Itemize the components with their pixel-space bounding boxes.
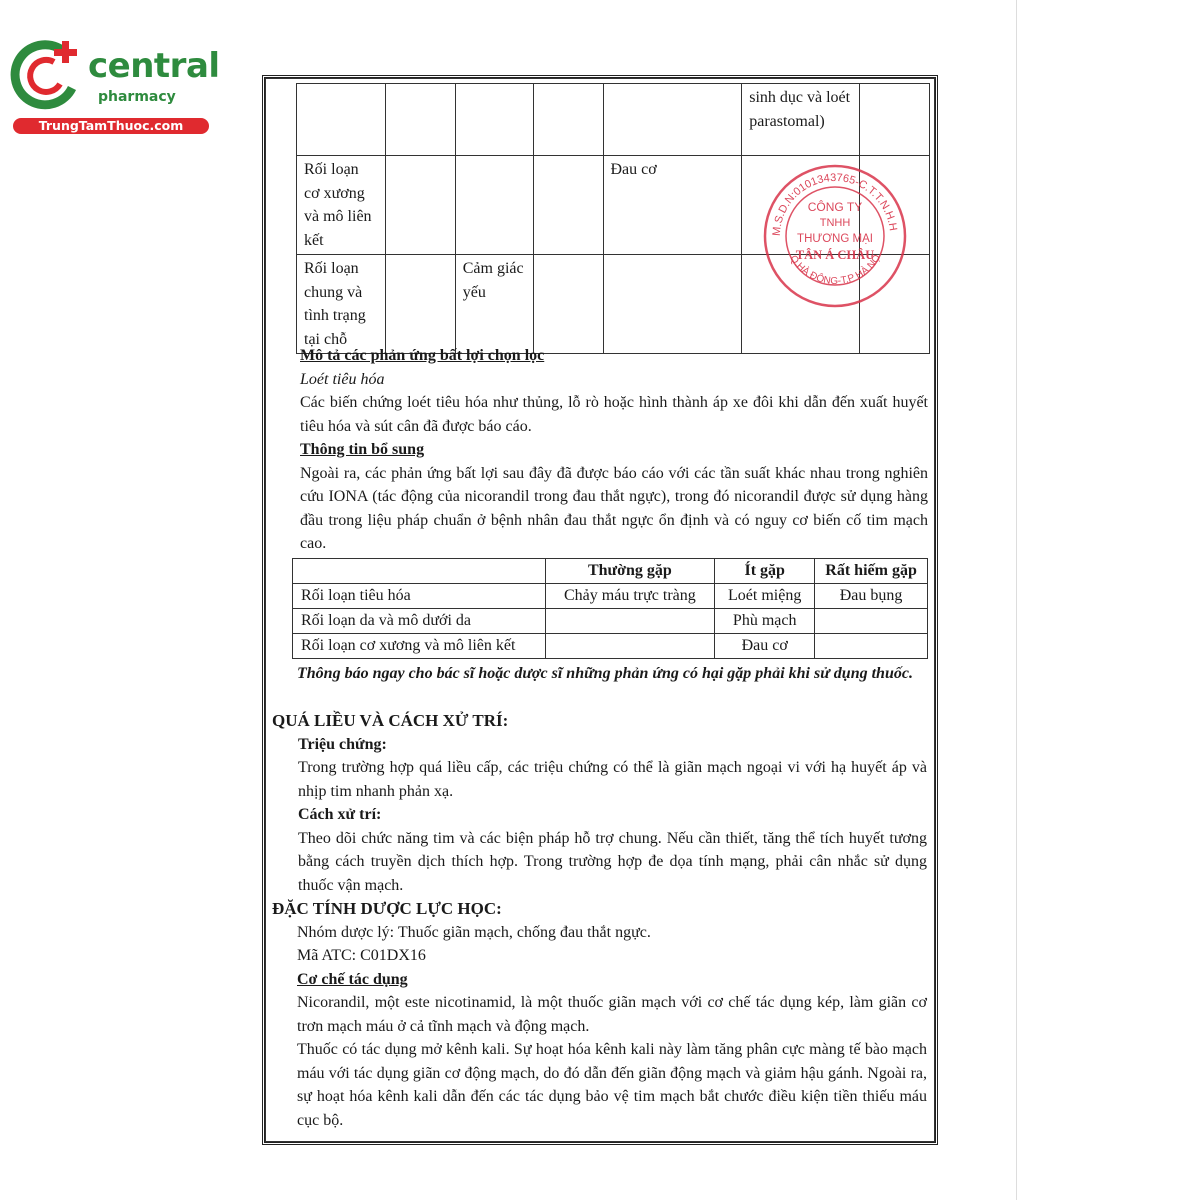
section-heading: QUÁ LIỀU VÀ CÁCH XỬ TRÍ:: [272, 711, 509, 730]
cell: [545, 634, 715, 659]
logo-url: TrungTamThuoc.com: [13, 118, 209, 134]
table-header-row: [293, 559, 928, 584]
stamp-bottom-text: Q.HÀ ĐÔNG-T.P HÀ NỘ: [787, 252, 884, 288]
cell: Cảm giác yếu: [455, 255, 533, 354]
section-heading: ĐẶC TÍNH DƯỢC LỰC HỌC:: [272, 899, 502, 918]
cell: [815, 634, 928, 659]
cell: [385, 255, 455, 354]
cell: [297, 84, 386, 156]
cell: Đau cơ: [715, 634, 815, 659]
stamp-line: CÔNG TY: [807, 200, 863, 214]
table-row: [293, 634, 928, 659]
cell: Đau bụng: [815, 584, 928, 609]
cell: Loét miệng: [715, 584, 815, 609]
cell: Rối loạn chung và tình trạng tại chỗ: [297, 255, 386, 354]
sub-heading: Cách xử trí:: [298, 806, 382, 823]
paragraph: Thuốc có tác dụng mở kênh kali. Sự hoạt hóa kênh kali này làm tăng phân cực màng tế bào mạch máu với tác dụng giãn cơ động mạch, do đó dẫn đến giãn động mạch và giảm hậu gánh. Ngoài ra, sự hoạt hóa kênh kali dẫn đến các tác dụng bảo vệ tim mạch bắt chước điều kiện tiền thiếu máu cục bộ.: [297, 1041, 927, 1129]
section-heading: Mô tả các phản ứng bất lợi chọn lọc: [300, 347, 545, 364]
paragraph: Ngoài ra, các phản ứng bất lợi sau đây đã được báo cáo với các tần suất khác nhau trong nghiên cứu IONA (tác động của nicorandil trong đau thắt ngực), trong đó nicorandil được sử dụng hàng đầu trong liệu pháp chuẩn ở bệnh nhân đau thắt ngực ổn định và có nguy cơ biến cố tim mạch cao.: [300, 464, 928, 552]
logo-sub: pharmacy: [98, 89, 176, 105]
logo-mark-icon: [10, 38, 90, 113]
sub-heading: Triệu chứng:: [298, 735, 387, 753]
company-stamp: [762, 163, 908, 309]
notice-text: Thông báo ngay cho bác sĩ hoặc dược sĩ những phản ứng có hại gặp phải khi sử dụng thuốc.: [297, 665, 913, 682]
cell: Đau cơ: [603, 156, 742, 255]
cell: Rối loạn cơ xương và mô liên kết: [297, 156, 386, 255]
logo-brand: central: [88, 46, 220, 86]
cell: [455, 84, 533, 156]
column-header: Ít gặp: [715, 559, 815, 584]
table-row: [293, 609, 928, 634]
paragraph: Nicorandil, một este nicotinamid, là một thuốc giãn mạch với cơ chế tác dụng kép, làm giãn cơ trơn mạch máu ở cả tĩnh mạch và động mạch.: [297, 994, 927, 1035]
cell: Rối loạn cơ xương và mô liên kết: [293, 634, 546, 659]
sub-heading: Loét tiêu hóa: [300, 370, 385, 388]
cell: [533, 156, 603, 255]
paragraph: Trong trường hợp quá liều cấp, các triệu chứng có thể là giãn mạch ngoại vi với hạ huyết áp và nhịp tim nhanh phản xạ.: [298, 759, 927, 800]
cell: Rối loạn da và mô dưới da: [293, 609, 546, 634]
cell: sinh dục và loét parastomal): [742, 84, 860, 156]
atc-code: Mã ATC: C01DX16: [297, 947, 426, 964]
cell: [603, 255, 742, 354]
column-header: Thường gặp: [545, 559, 715, 584]
table-row: [293, 584, 928, 609]
cell: [385, 156, 455, 255]
cell: Chảy máu trực tràng: [545, 584, 715, 609]
cell: Phù mạch: [715, 609, 815, 634]
cell: [603, 84, 742, 156]
section-heading: Thông tin bổ sung: [300, 441, 425, 458]
stamp-line: TNHH: [819, 217, 851, 229]
table-row: [297, 84, 930, 156]
stamp-ring-text: M.S.D.N:0101343765-C.T.T.N.H.H: [770, 171, 899, 237]
cell: [533, 255, 603, 354]
central-pharmacy-logo: [10, 38, 220, 138]
cell: [815, 609, 928, 634]
page-edge: [1016, 0, 1017, 1200]
column-header: Rất hiếm gặp: [815, 559, 928, 584]
cell: [860, 84, 930, 156]
cell: Rối loạn tiêu hóa: [293, 584, 546, 609]
cell: [385, 84, 455, 156]
section-overdose: [272, 709, 927, 1132]
section-selected-reactions: [300, 344, 928, 556]
iona-reactions-table: [292, 558, 928, 659]
paragraph: Theo dõi chức năng tim và các biện pháp hỗ trợ chung. Nếu cần thiết, tăng thể tích huyết tương bằng cách truyền dịch thích hợp. Trong trường hợp đe dọa tính mạng, phải cân nhắc sử dụng thuốc vận mạch.: [298, 829, 927, 894]
column-header: [293, 559, 546, 584]
paragraph: Nhóm dược lý: Thuốc giãn mạch, chống đau thắt ngực.: [297, 923, 651, 941]
cell: [455, 156, 533, 255]
stamp-line: TÂN Á CHÂU: [795, 248, 875, 262]
paragraph: Các biến chứng loét tiêu hóa như thủng, lỗ rò hoặc hình thành áp xe đôi khi dẫn đến xuất huyết tiêu hóa và sút cân đã được báo cáo.: [300, 394, 928, 435]
cell: [533, 84, 603, 156]
cell: [545, 609, 715, 634]
sub-heading: Cơ chế tác dụng: [297, 970, 408, 988]
stamp-line: THƯƠNG MẠI: [797, 233, 873, 245]
